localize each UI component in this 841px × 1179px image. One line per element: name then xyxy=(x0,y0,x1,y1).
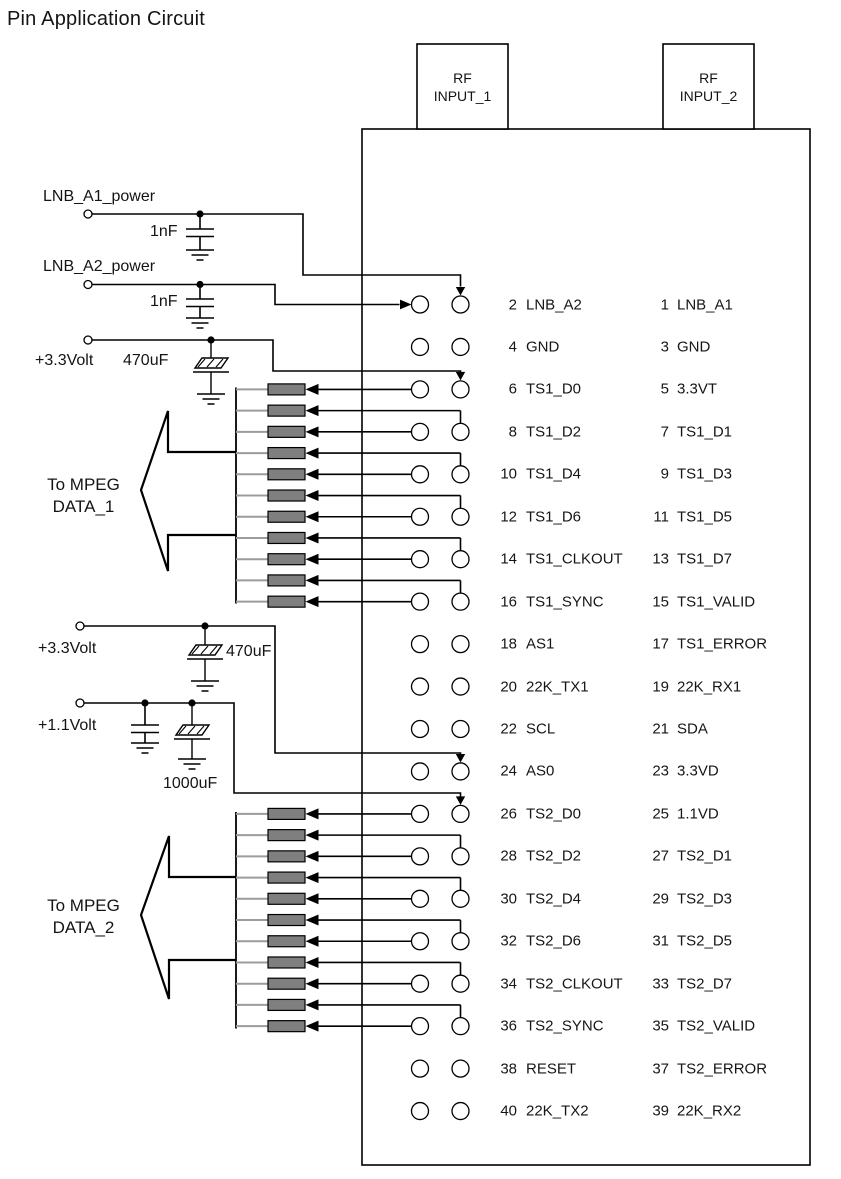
pin-number-left: 38 xyxy=(500,1060,517,1078)
pin-circle-right xyxy=(452,423,469,440)
pin-circle-left xyxy=(412,338,429,355)
pin-number-left: 4 xyxy=(508,338,517,356)
pin-number-left: 14 xyxy=(500,550,517,568)
mpeg-data2-label xyxy=(20,895,147,939)
pin-label-right: 1.1VD xyxy=(677,805,719,823)
resistor xyxy=(268,1021,305,1032)
junction-dot xyxy=(201,622,208,629)
pin-number-left: 40 xyxy=(500,1102,517,1120)
junction-dot xyxy=(196,210,203,217)
pin-number-right: 35 xyxy=(652,1017,669,1035)
cap-1000uf xyxy=(174,707,210,770)
pin-circle-right xyxy=(452,466,469,483)
resistor xyxy=(268,384,305,395)
wire-3v3-mid xyxy=(84,626,461,755)
pin-label-left: TS2_D2 xyxy=(526,847,582,865)
junction-dot xyxy=(207,336,214,343)
cap-label-470uf-top: 470uF xyxy=(123,352,169,369)
cap-1nf-b xyxy=(186,288,214,328)
left-arrowhead xyxy=(306,575,319,586)
left-arrowhead xyxy=(306,596,319,607)
pin-circle-right xyxy=(452,933,469,950)
resistor xyxy=(268,915,305,926)
pin-circle-right xyxy=(452,338,469,355)
rail-label-3v3-top: +3.3Volt xyxy=(35,352,94,369)
mpeg-data1-line1: To MPEG xyxy=(47,475,120,494)
resistor xyxy=(268,978,305,989)
resistor xyxy=(268,469,305,480)
pin-label-right: TS2_VALID xyxy=(677,1017,756,1035)
pin-circle-left xyxy=(412,593,429,610)
left-arrowhead xyxy=(306,893,319,904)
resistor xyxy=(268,872,305,883)
pin-circle-left xyxy=(412,1018,429,1035)
pin-number-right: 3 xyxy=(660,338,669,356)
resistor xyxy=(268,426,305,437)
pin-circle-left xyxy=(412,763,429,780)
pin-circle-left xyxy=(412,296,429,313)
pin-label-left: AS0 xyxy=(526,762,555,780)
left-arrowhead xyxy=(306,830,319,841)
resistor xyxy=(268,893,305,904)
left-arrowhead xyxy=(306,426,319,437)
pin-label-right: SDA xyxy=(677,720,708,738)
pin-label-left: RESET xyxy=(526,1060,577,1078)
pin-label-right: 3.3VT xyxy=(677,380,718,398)
pin-circle-right xyxy=(452,890,469,907)
pin-number-left: 20 xyxy=(500,678,517,696)
pin-label-right: TS2_D1 xyxy=(677,847,733,865)
rf-input-1-line2: INPUT_1 xyxy=(433,87,492,104)
terminal-3v3-mid xyxy=(76,622,84,630)
pin-label-left: TS2_CLKOUT xyxy=(526,975,623,993)
resistor xyxy=(268,596,305,607)
left-arrowhead xyxy=(306,999,319,1010)
pin-number-left: 36 xyxy=(500,1017,517,1035)
pin-number-left: 34 xyxy=(500,975,517,993)
pin-circle-left xyxy=(412,1060,429,1077)
pin-circle-right xyxy=(452,551,469,568)
junction-dot xyxy=(196,281,203,288)
pin-label-right: GND xyxy=(677,338,711,356)
pin-number-right: 29 xyxy=(652,890,669,908)
wire-lnb-a2 xyxy=(92,285,400,305)
pin-label-right: 3.3VD xyxy=(677,762,719,780)
left-arrowhead xyxy=(306,532,319,543)
pin-number-right: 19 xyxy=(652,678,669,696)
pin-label-left: AS1 xyxy=(526,635,555,653)
resistor xyxy=(268,830,305,841)
cap-1nf-a xyxy=(186,218,214,261)
terminal-1v1 xyxy=(76,699,84,707)
pin-circle-left xyxy=(412,848,429,865)
resistor xyxy=(268,851,305,862)
pin-number-right: 5 xyxy=(660,380,669,398)
resistor xyxy=(268,511,305,522)
pin-circle-right xyxy=(452,508,469,525)
pin-circle-left xyxy=(412,721,429,738)
pin-label-left: 22K_TX2 xyxy=(526,1102,589,1120)
pin-circle-right xyxy=(452,381,469,398)
pin-circle-right xyxy=(452,593,469,610)
pin-label-right: LNB_A1 xyxy=(677,296,733,313)
pin-circle-right xyxy=(452,1018,469,1035)
resistor xyxy=(268,490,305,501)
arrow-into-pin25 xyxy=(456,796,465,805)
pin-circle-right xyxy=(452,975,469,992)
terminal-lnb-a1 xyxy=(84,210,92,218)
mpeg-data2-line2: DATA_2 xyxy=(52,918,115,937)
junction-dot xyxy=(188,699,195,706)
pin-circle-left xyxy=(412,551,429,568)
pin-circle-left xyxy=(412,636,429,653)
pin-circle-right xyxy=(452,805,469,822)
resistor xyxy=(268,936,305,947)
mpeg-data1-arrow xyxy=(141,411,236,571)
pin-number-right: 21 xyxy=(652,720,669,738)
pin-number-right: 27 xyxy=(652,847,669,865)
pin-label-right: 22K_RX2 xyxy=(677,1102,742,1120)
left-arrowhead xyxy=(306,915,319,926)
pin-number-left: 30 xyxy=(500,890,517,908)
pin-number-right: 7 xyxy=(660,423,669,441)
rail-label-3v3-mid: +3.3Volt xyxy=(38,640,97,657)
resistor xyxy=(268,532,305,543)
mpeg-data1-label xyxy=(20,474,147,518)
pin-number-right: 11 xyxy=(653,508,669,526)
pin-circle-right xyxy=(452,1103,469,1120)
pin-number-right: 23 xyxy=(652,762,669,780)
pin-label-left: TS2_D0 xyxy=(526,805,582,823)
pin-circle-left xyxy=(412,466,429,483)
cap-label-1nf-b: 1nF xyxy=(150,293,178,310)
cap-label-1000uf: 1000uF xyxy=(163,775,218,792)
pin-number-left: 32 xyxy=(500,932,517,950)
pin-circle-right xyxy=(452,636,469,653)
arrow-into-pin5 xyxy=(456,372,465,381)
page-title: Pin Application Circuit xyxy=(7,8,206,30)
pin-circle-left xyxy=(412,805,429,822)
pin-label-left: TS1_D4 xyxy=(526,465,582,483)
pin-number-right: 37 xyxy=(652,1060,669,1078)
pin-label-left: LNB_A2 xyxy=(526,296,582,313)
pin-label-right: TS1_D7 xyxy=(677,550,733,568)
pin-number-right: 1 xyxy=(660,296,669,313)
pin-label-left: TS2_SYNC xyxy=(526,1017,604,1035)
pin-number-right: 33 xyxy=(652,975,669,993)
left-arrowhead xyxy=(306,808,319,819)
pin-label-right: TS1_VALID xyxy=(677,593,756,611)
pin-number-left: 26 xyxy=(500,805,517,823)
pin-circle-left xyxy=(412,933,429,950)
resistor xyxy=(268,448,305,459)
pin-label-left: TS1_CLKOUT xyxy=(526,550,623,568)
pin-label-left: TS1_D6 xyxy=(526,508,582,526)
pin-label-right: TS1_D1 xyxy=(677,423,733,441)
resistor xyxy=(268,999,305,1010)
cap-470uf-mid xyxy=(187,630,223,692)
pin-circle-right xyxy=(452,296,469,313)
rail-label-lnb-a1: LNB_A1_power xyxy=(43,188,156,205)
pin-label-right: TS1_D5 xyxy=(677,508,733,526)
resistor xyxy=(268,554,305,565)
rf-input-2 xyxy=(663,44,754,129)
mpeg-data2-line1: To MPEG xyxy=(47,896,120,915)
left-arrowhead xyxy=(306,851,319,862)
arrow-into-pin1 xyxy=(456,287,465,296)
pin-circle-right xyxy=(452,763,469,780)
junction-dot xyxy=(141,699,148,706)
terminal-3v3-top xyxy=(84,336,92,344)
pin-circle-left xyxy=(412,1103,429,1120)
rail-label-lnb-a2: LNB_A2_power xyxy=(43,258,156,275)
pin-label-left: TS2_D4 xyxy=(526,890,582,908)
pin-number-left: 28 xyxy=(500,847,517,865)
pin-number-right: 25 xyxy=(652,805,669,823)
left-arrowhead xyxy=(306,872,319,883)
resistor xyxy=(268,405,305,416)
pin-circle-left xyxy=(412,381,429,398)
terminal-lnb-a2 xyxy=(84,281,92,289)
pin-circle-left xyxy=(412,423,429,440)
left-arrowhead xyxy=(306,405,319,416)
pin-label-right: TS2_D3 xyxy=(677,890,733,908)
pin-label-right: TS1_D3 xyxy=(677,465,733,483)
wire-1v1 xyxy=(84,703,461,797)
pin-number-left: 2 xyxy=(508,296,517,313)
pin-number-left: 18 xyxy=(500,635,517,653)
pin-circle-left xyxy=(412,508,429,525)
cap-label-1nf-a: 1nF xyxy=(150,223,178,240)
pin-label-left: TS1_D0 xyxy=(526,380,582,398)
arrow-into-pin2 xyxy=(400,300,412,310)
pin-number-right: 15 xyxy=(652,593,669,611)
pin-label-right: 22K_RX1 xyxy=(677,678,742,696)
arrow-into-pin23 xyxy=(456,754,465,763)
pin-number-left: 10 xyxy=(500,465,517,483)
left-arrowhead xyxy=(306,384,319,395)
pin-circle-right xyxy=(452,678,469,695)
pin-number-right: 31 xyxy=(652,932,669,950)
rf-input-2-line1: RF xyxy=(699,69,718,86)
pin-label-left: TS2_D6 xyxy=(526,932,582,950)
rf-input-1 xyxy=(417,44,508,129)
left-arrowhead xyxy=(306,469,319,480)
left-arrowhead xyxy=(306,554,319,565)
pin-label-left: GND xyxy=(526,338,560,356)
pin-label-right: TS2_D5 xyxy=(677,932,733,950)
left-arrowhead xyxy=(306,1021,319,1032)
pin-label-right: TS1_ERROR xyxy=(677,635,768,653)
rf-input-1-line1: RF xyxy=(453,69,472,86)
pin-number-left: 22 xyxy=(500,720,517,738)
left-arrowhead xyxy=(306,448,319,459)
pin-number-left: 16 xyxy=(500,593,517,611)
resistor xyxy=(268,575,305,586)
cap-100nf-small xyxy=(131,707,159,754)
pin-circle-left xyxy=(412,890,429,907)
left-arrowhead xyxy=(306,490,319,501)
pin-number-right: 13 xyxy=(652,550,669,568)
pin-number-right: 39 xyxy=(652,1102,669,1120)
pin-circle-right xyxy=(452,721,469,738)
left-arrowhead xyxy=(306,957,319,968)
resistor xyxy=(268,808,305,819)
left-arrowhead xyxy=(306,978,319,989)
pin-number-left: 12 xyxy=(500,508,517,526)
pin-number-right: 17 xyxy=(652,635,669,653)
pin-label-left: TS1_D2 xyxy=(526,423,582,441)
cap-470uf-top xyxy=(193,344,229,405)
mpeg-data1-line2: DATA_1 xyxy=(52,497,115,516)
pin-label-left: TS1_SYNC xyxy=(526,593,604,611)
rf-input-2-line2: INPUT_2 xyxy=(679,87,738,104)
pin-circle-left xyxy=(412,975,429,992)
pin-label-right: TS2_D7 xyxy=(677,975,733,993)
pin-number-left: 8 xyxy=(508,423,517,441)
pin-label-left: SCL xyxy=(526,720,556,738)
rail-label-1v1: +1.1Volt xyxy=(38,717,97,734)
pin-number-right: 9 xyxy=(660,465,669,483)
left-arrowhead xyxy=(306,511,319,522)
mpeg-data2-arrow xyxy=(141,836,236,999)
cap-label-470uf-mid: 470uF xyxy=(226,643,272,660)
pin-number-left: 24 xyxy=(500,762,517,780)
pin-label-right: TS2_ERROR xyxy=(677,1060,768,1078)
pin-circle-right xyxy=(452,1060,469,1077)
pin-number-left: 6 xyxy=(508,380,517,398)
pin-circle-right xyxy=(452,848,469,865)
left-arrowhead xyxy=(306,936,319,947)
resistor xyxy=(268,957,305,968)
pin-label-left: 22K_TX1 xyxy=(526,678,589,696)
pin-circle-left xyxy=(412,678,429,695)
